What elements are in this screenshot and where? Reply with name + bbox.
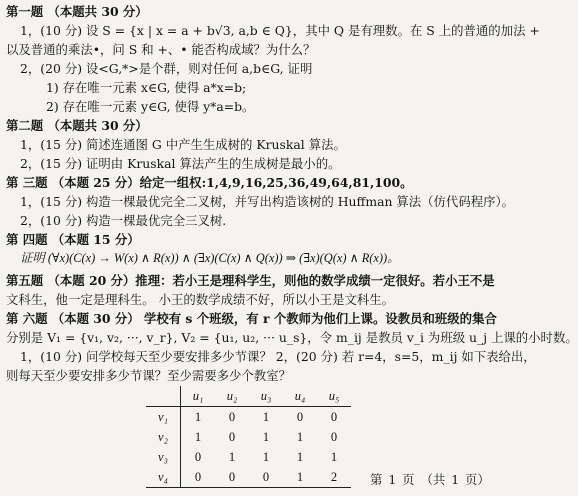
table-row-header: v₂ <box>146 427 181 447</box>
table-col-header: u₂ <box>215 386 249 407</box>
table-row-header: v₄ <box>146 467 181 488</box>
q1-2-text: 2，(20 分) 设<G,*>是个群，则对任何 a,b∈G, 证明 <box>20 61 313 76</box>
table-cell: 1 <box>296 449 304 464</box>
table-cell: 0 <box>330 409 338 424</box>
table-cell: 0 <box>249 467 283 488</box>
table-col-header: u₁ <box>181 386 216 407</box>
q2-2-text: 2，(15 分) 证明由 Kruskal 算法产生的生成树是最小的。 <box>20 156 341 171</box>
table-cell: 0 <box>181 467 216 488</box>
table-row <box>146 427 351 447</box>
table-cell: 1 <box>262 409 270 424</box>
page-footer: 第 1 页 （共 1 页） <box>370 472 490 487</box>
table-cell: 1 <box>330 449 338 464</box>
q1-1-text: 1，(10 分) 设 S = {x | x = a + b√3, a,b ∈ Q}，其中 Q 是有理数。在 S 上的普通的加法 + <box>20 23 540 38</box>
section-2-heading: 第二题 （本题共 30 分） <box>6 118 148 133</box>
q6-sets-text: 分别是 V₁ = {v₁, v₂, ···, v_r}, V₂ = {u₁, u₂, ··· u_s}，令 m_ij 是教员 v_i 为班级 u_j 上课的小时数。 <box>6 330 578 345</box>
table-corner-cell <box>146 386 181 407</box>
section-5-heading: 第五题 （本题 20 分）推理：若小王是理科学生，则他的数学成绩一定很好。若小王不是 <box>6 273 495 288</box>
table-row-header: v₁ <box>146 407 181 428</box>
table-cell: 2 <box>317 467 351 488</box>
table-cell: 0 <box>228 429 236 444</box>
table-cell: 1 <box>228 449 236 464</box>
table-cell: 1 <box>296 429 304 444</box>
table-cell: 0 <box>194 449 202 464</box>
q5-text-cont: 文科生，他一定是理科生。 小王的数学成绩不好，所以小王是文科生。 <box>6 292 395 307</box>
q6-question-end: 则每天至少要安排多少节课？至少需要多少个教室？ <box>6 368 291 383</box>
q1-2-item-2: 2) 存在唯一元素 y∈G, 使得 y*a=b。 <box>46 99 255 114</box>
q1-1-text-cont: 以及普通的乘法•，问 S 和 +、• 能否构成域？为什么？ <box>6 42 316 57</box>
section-4-heading: 第 四题 （本题 15 分） <box>6 232 140 247</box>
table-cell: 1 <box>262 429 270 444</box>
table-col-header: u₄ <box>283 386 317 407</box>
q3-1-text: 1，(15 分) 构造一棵最优完全二叉树，并写出构造该树的 Huffman 算法（仿代码程序）。 <box>20 194 515 209</box>
table-col-header: u₅ <box>317 386 351 407</box>
hours-table <box>146 386 351 488</box>
table-cell: 1 <box>283 467 317 488</box>
table-row <box>146 467 351 488</box>
table-cell: 1 <box>194 429 202 444</box>
section-3-heading: 第 三题 （本题 25 分）给定一组权:1,4,9,16,25,36,49,64,81,100。 <box>6 175 413 190</box>
table-row-header: v₃ <box>146 447 181 467</box>
section-1-heading: 第一题 （本题共 30 分） <box>6 4 148 19</box>
table-cell: 0 <box>330 429 338 444</box>
table-cell: 0 <box>215 467 249 488</box>
table-row <box>146 447 351 467</box>
q4-formula: 证明 (∀x)(C(x) → W(x) ∧ R(x)) ∧ (∃x)(C(x) ∧ Q(x)) ⇒ (∃x)(Q(x) ∧ R(x))。 <box>20 251 400 265</box>
section-6-heading: 第 六题 （本题 30 分） 学校有 s 个班级，有 r 个教师为他们上课。设教员和班级的集合 <box>6 311 497 326</box>
q6-questions: 1，(10 分) 问学校每天至少要安排多少节课？ 2，(20 分) 若 r=4，s=5，m_ij 如下表给出， <box>20 349 536 364</box>
table-cell: 1 <box>194 409 202 424</box>
table-cell: 1 <box>262 449 270 464</box>
table-col-header: u₃ <box>249 386 283 407</box>
table-header-row <box>146 386 351 407</box>
table-row <box>146 407 351 428</box>
q2-1-text: 1，(15 分) 简述连通图 G 中产生生成树的 Kruskal 算法。 <box>20 137 346 152</box>
table-cell: 0 <box>296 409 304 424</box>
q3-2-text: 2，(10 分) 构造一棵最优完全三叉树. <box>20 213 227 228</box>
q1-2-item-1: 1) 存在唯一元素 x∈G, 使得 a*x=b; <box>46 80 247 95</box>
table-cell: 0 <box>228 409 236 424</box>
